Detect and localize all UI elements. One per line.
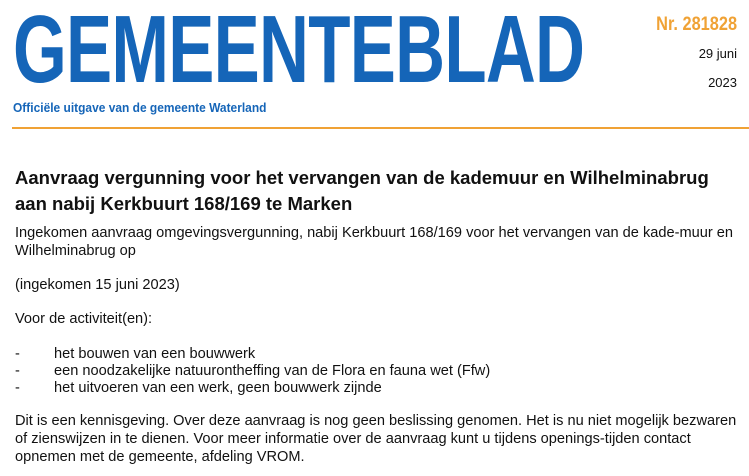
list-item-text: een noodzakelijke natuurontheffing van de Flora en fauna wet (Ffw) (54, 363, 491, 379)
activity-list (15, 346, 739, 397)
received-date: (ingekomen 15 juni 2023) (15, 277, 180, 293)
intro-paragraph: Ingekomen aanvraag omgevingsvergunning, nabij Kerkbuurt 168/169 voor het vervangen van de kade-muur en Wilhelminabrug op (15, 225, 733, 259)
list-item-text: het bouwen van een bouwwerk (54, 346, 256, 362)
list-item (15, 380, 739, 397)
notice-paragraph: Dit is een kennisgeving. Over deze aanvraag is nog geen beslissing genomen. Het is nu niet mogelijk bezwaren of zienswijzen in te dienen. Voor meer informatie over de aanvraag kunt u tijdens openings-tijden contact opnemen met de gemeente, afdeling VROM. (15, 413, 737, 465)
masthead (0, 0, 749, 136)
list-bullet: - (15, 380, 20, 396)
list-bullet: - (15, 346, 20, 362)
list-bullet: - (15, 363, 20, 379)
publication-subtitle: Officiële uitgave van de gemeente Waterland (13, 100, 267, 115)
document-title: Aanvraag vergunning voor het vervangen van de kademuur en Wilhelminabrug aan nabij Kerkbuurt 168/169 te Marken (15, 167, 709, 214)
issue-date: 29 juni (698, 46, 737, 61)
document-body (15, 165, 739, 466)
list-item-text: het uitvoeren van een werk, geen bouwwerk zijnde (54, 380, 382, 396)
issue-year: 2023 (708, 75, 737, 90)
activities-label: Voor de activiteit(en): (15, 311, 153, 327)
issue-number: Nr. 281828 (656, 14, 737, 35)
list-item (15, 363, 739, 380)
publication-title: GEMEENTEBLAD (13, 0, 585, 103)
list-item (15, 346, 739, 363)
masthead-divider (12, 127, 749, 129)
